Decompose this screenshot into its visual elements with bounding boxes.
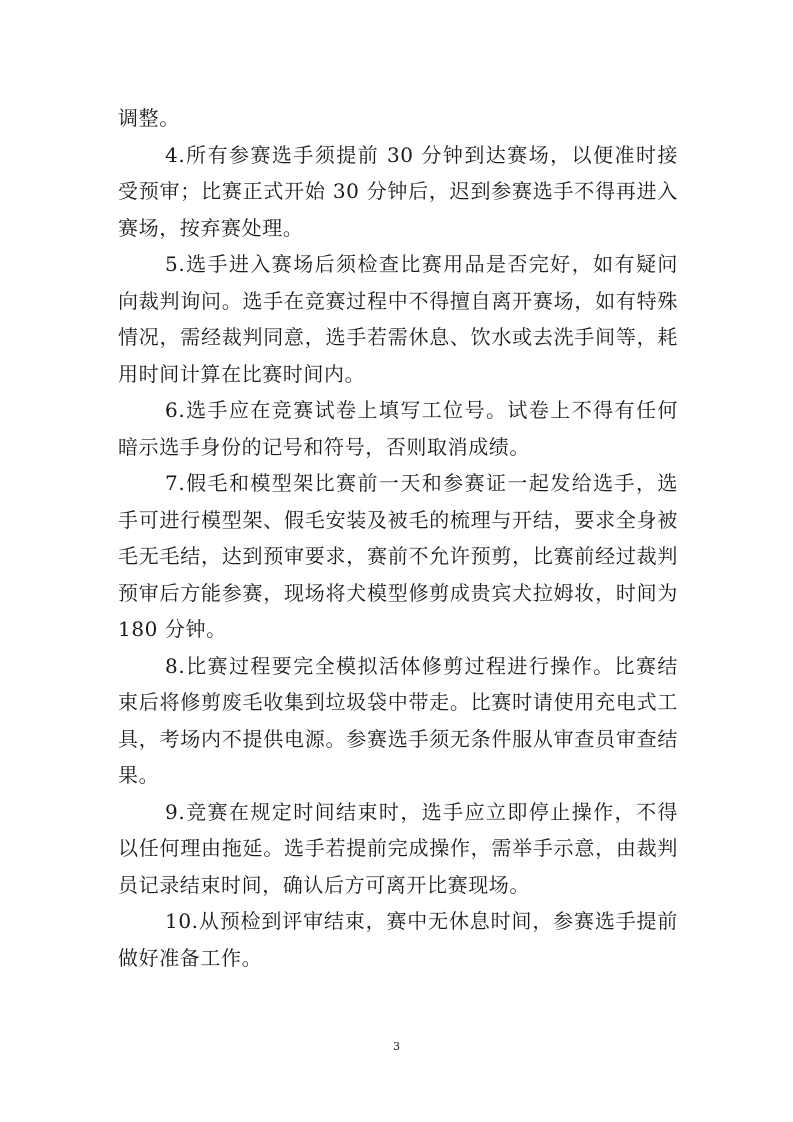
paragraph-rule-9: 9.竞赛在规定时间结束时，选手应立即停止操作，不得以任何理由拖延。选手若提前完成操作，需举手示意，由裁判员记录结束时间，确认后方可离开比赛现场。	[118, 799, 678, 897]
page-number: 3	[393, 1040, 400, 1053]
document-body	[118, 100, 678, 976]
paragraph-rule-10: 10.从预检到评审结束，赛中无休息时间，参赛选手提前做好准备工作。	[118, 909, 678, 970]
paragraph-rule-8: 8.比赛过程要完全模拟活体修剪过程进行操作。比赛结束后将修剪废毛收集到垃圾袋中带走。比赛时请使用充电式工具，考场内不提供电源。参赛选手须无条件服从审查员审查结果。	[118, 653, 678, 787]
paragraph-rule-4: 4.所有参赛选手须提前 30 分钟到达赛场，以便准时接受预审；比赛正式开始 30 分钟后，迟到参赛选手不得再进入赛场，按弃赛处理。	[118, 142, 678, 240]
paragraph-rule-6: 6.选手应在竞赛试卷上填写工位号。试卷上不得有任何暗示选手身份的记号和符号，否则取消成绩。	[118, 398, 678, 459]
paragraph-rule-5: 5.选手进入赛场后须检查比赛用品是否完好，如有疑问向裁判询问。选手在竞赛过程中不得擅自离开赛场，如有特殊情况，需经裁判同意，选手若需休息、饮水或去洗手间等，耗用时间计算在比赛时间内。	[118, 252, 678, 386]
paragraph-continuation: 调整。	[118, 106, 180, 130]
paragraph-rule-7: 7.假毛和模型架比赛前一天和参赛证一起发给选手，选手可进行模型架、假毛安装及被毛的梳理与开结，要求全身被毛无毛结，达到预审要求，赛前不允许预剪，比赛前经过裁判预审后方能参赛，现场将犬模型修剪成贵宾犬拉姆妆，时间为 180 分钟。	[118, 471, 678, 641]
